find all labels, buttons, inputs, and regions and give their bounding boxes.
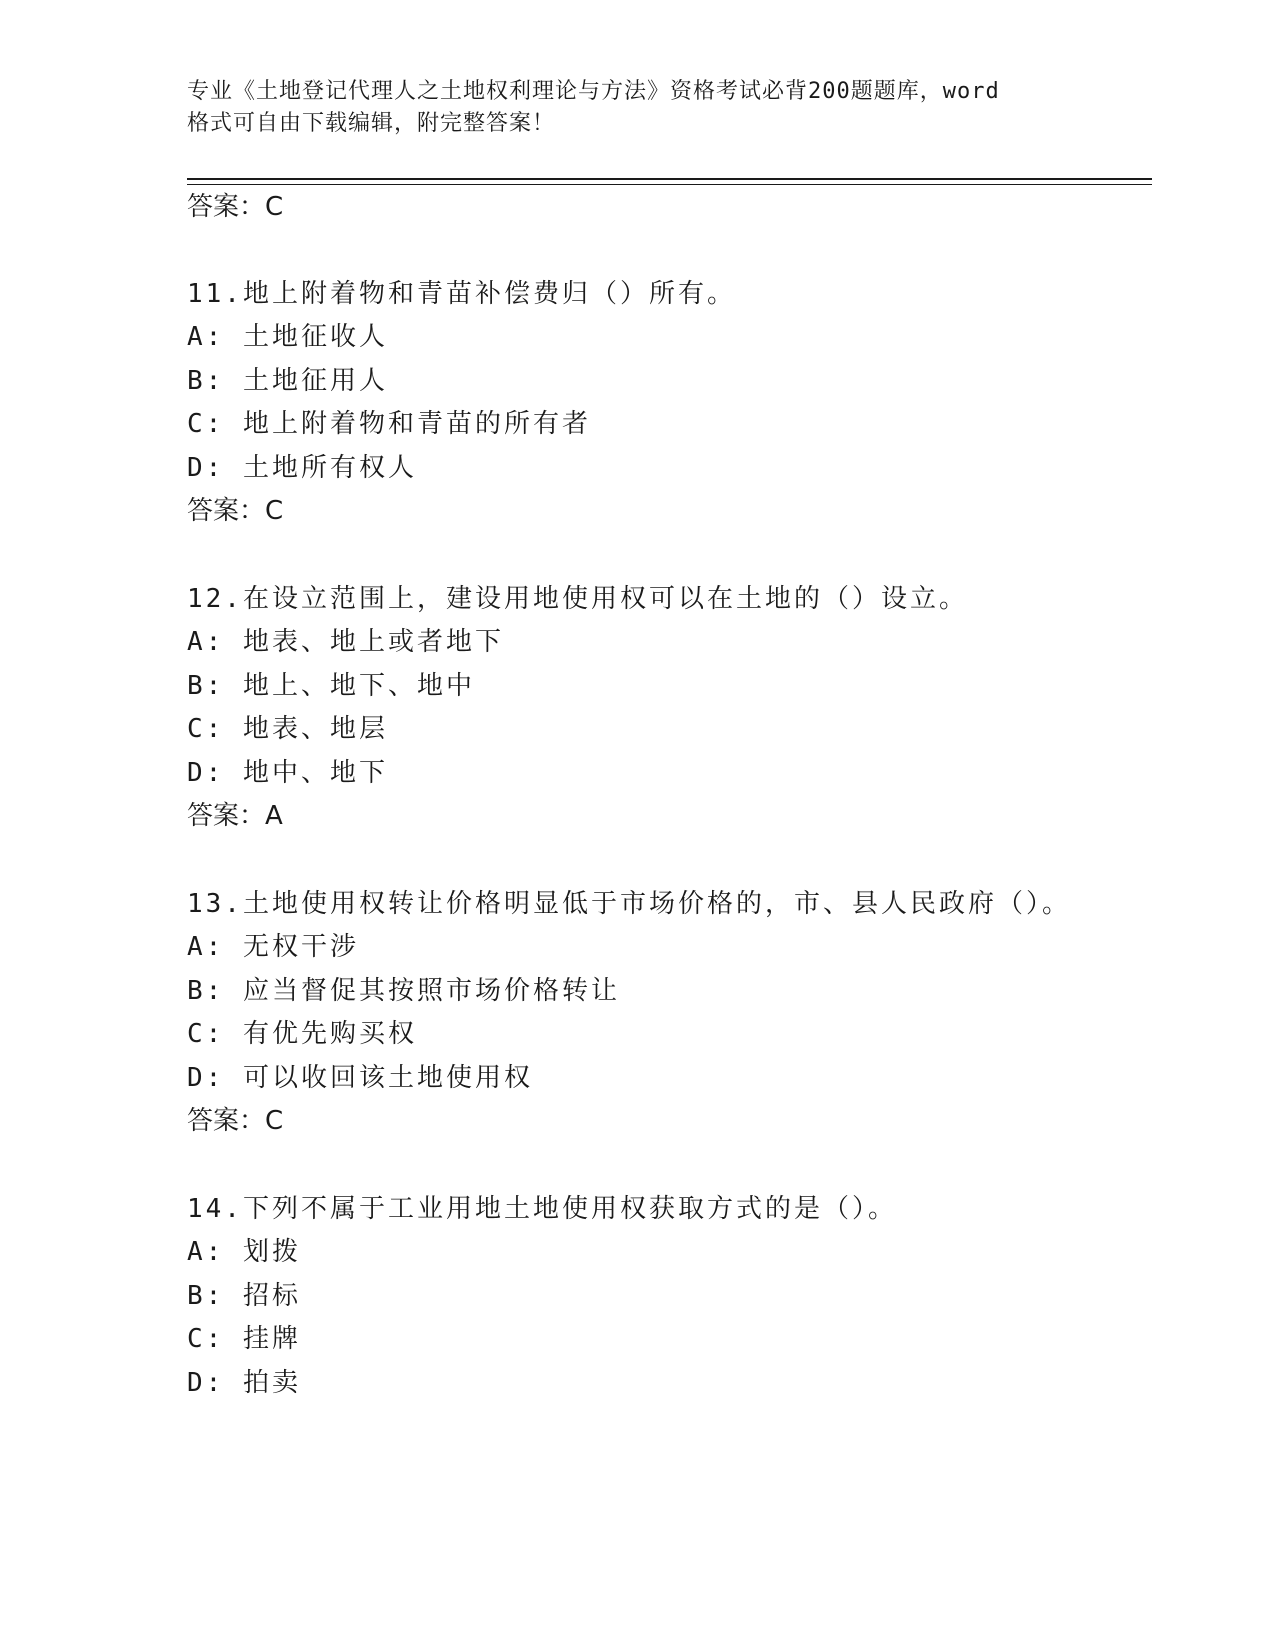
question-11-answer: 答案：C (187, 496, 284, 526)
question-14-option-c: C: 挂牌 (187, 1324, 301, 1354)
question-13-option-a: A: 无权干涉 (187, 932, 359, 962)
document-header (187, 76, 1067, 140)
question-13-option-d: D: 可以收回该土地使用权 (187, 1063, 533, 1093)
header-divider-thick (187, 178, 1152, 180)
header-title-line-2: 格式可自由下载编辑，附完整答案！ (187, 111, 556, 136)
question-14-option-d: D: 拍卖 (187, 1368, 301, 1398)
question-12-option-a: A: 地表、地上或者地下 (187, 627, 504, 657)
question-14-option-a: A: 划拨 (187, 1237, 301, 1267)
previous-answer: 答案：C (187, 192, 284, 222)
question-12-option-d: D: 地中、地下 (187, 758, 388, 788)
question-11-option-b: B: 土地征用人 (187, 366, 388, 396)
question-14-text: 14.下列不属于工业用地土地使用权获取方式的是（）。 (187, 1194, 897, 1224)
question-14-option-b: B: 招标 (187, 1281, 301, 1311)
question-11-option-a: A: 土地征收人 (187, 322, 388, 352)
question-12-text: 12.在设立范围上，建设用地使用权可以在土地的（）设立。 (187, 584, 968, 614)
question-12-answer: 答案：A (187, 801, 283, 831)
question-13-text: 13.土地使用权转让价格明显低于市场价格的，市、县人民政府（）。 (187, 889, 1071, 919)
question-13-answer: 答案：C (187, 1106, 284, 1136)
question-12-option-b: B: 地上、地下、地中 (187, 671, 475, 701)
question-13-option-b: B: 应当督促其按照市场价格转让 (187, 976, 620, 1006)
question-13-option-c: C: 有优先购买权 (187, 1019, 417, 1049)
question-12-option-c: C: 地表、地层 (187, 714, 388, 744)
question-11-option-d: D: 土地所有权人 (187, 453, 417, 483)
header-title-line-1: 专业《土地登记代理人之土地权利理论与方法》资格考试必背200题题库，word (187, 79, 1000, 104)
header-divider-thin (187, 184, 1152, 185)
question-11-text: 11.地上附着物和青苗补偿费归（）所有。 (187, 279, 736, 309)
question-11-option-c: C: 地上附着物和青苗的所有者 (187, 409, 591, 439)
